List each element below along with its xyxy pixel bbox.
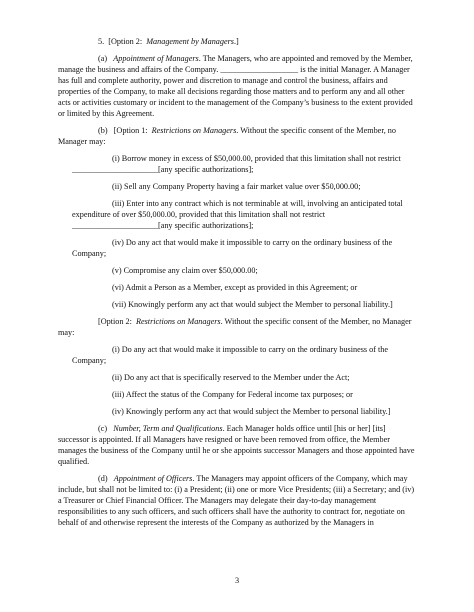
option2-item: (i) Do any act that would make it impossible to carry on the ordinary business of the Company; [72,345,389,365]
paragraph-d: (d) Appointment of Officers. The Managers may appoint officers of the Company, which may include, but shall not be limited to: (i) a President; (ii) one or more Vice Presidents; (iii) a Secretary; and (iv) a Treasurer or Chief Financial Officer. The Managers may delegate their day-to-day management responsibilities to any such officers, and such officers shall have the authority to contract for, negotiate on behalf of and otherwise represent the interests of the Company as authorized by the Managers in [58,474,415,527]
option1-item: (ii) Sell any Company Property having a fair market value over $50,000.00; [112,182,361,191]
option1-item: (i) Borrow money in excess of $50,000.00, provided that this limitation shall not restrict _____________________[any specific authorizations]; [72,154,401,174]
option1-item: (vi) Admit a Person as a Member, except as provided in this Agreement; or [112,283,358,292]
page-number: 3 [234,576,240,585]
paragraph-a: (a) Appointment of Managers. The Managers, who are appointed and removed by the Member, manage the business and affairs of the Company. ___________________ is the initial Manager. A Manager has full and complete authority, power and discretion to manage and control the business, affairs and properties of the Company, to make all decisions regarding those matters and to perform any and all other acts or activities customary or incident to the management of the Company’s business to the extent provided or limited by this Agreement. [58,54,413,118]
option1-item: (iii) Enter into any contract which is not terminable at will, involving an anticipated total expenditure of over $50,000.00, provided that this limitation shall not restrict _____________________[any specific authorizations]; [72,199,403,230]
paragraph-c: (c) Number, Term and Qualifications. Each Manager holds office until [his or her] [its] successor is appointed. If all Managers have resigned or have been removed from office, the Member manages the business of the Company until he or she appoints successor Managers and those appointed have qualified. [58,424,415,466]
paragraph-b-title: Restrictions on Managers [151,126,237,135]
paragraph-a-title: Appointment of Managers [113,54,199,63]
option2-title: Restrictions on Managers [135,317,221,326]
section-heading: 5. [Option 2: Management by Managers.] [98,37,239,46]
section-title: Management by Managers [146,37,234,46]
option2-item: (iv) Knowingly perform any act that would subject the Member to personal liability.] [112,407,391,416]
option2-paragraph: [Option 2: Restrictions on Managers. Without the specific consent of the Member, no Manager may: [58,317,412,337]
paragraph-b: (b) [Option 1: Restrictions on Managers. Without the specific consent of the Member, no Manager may: [58,126,396,146]
option2-item: (ii) Do any act that is specifically reserved to the Member under the Act; [112,373,350,382]
option1-item: (iv) Do any act that would make it impossible to carry on the ordinary business of the Company; [72,238,393,258]
option1-item: (v) Compromise any claim over $50,000.00; [112,266,258,275]
option1-item: (vii) Knowingly perform any act that would subject the Member to personal liability.] [112,300,393,309]
paragraph-d-title: Appointment of Officers [113,474,193,483]
paragraph-c-title: Number, Term and Qualifications [113,424,223,433]
option2-item: (iii) Affect the status of the Company for Federal income tax purposes; or [112,390,353,399]
